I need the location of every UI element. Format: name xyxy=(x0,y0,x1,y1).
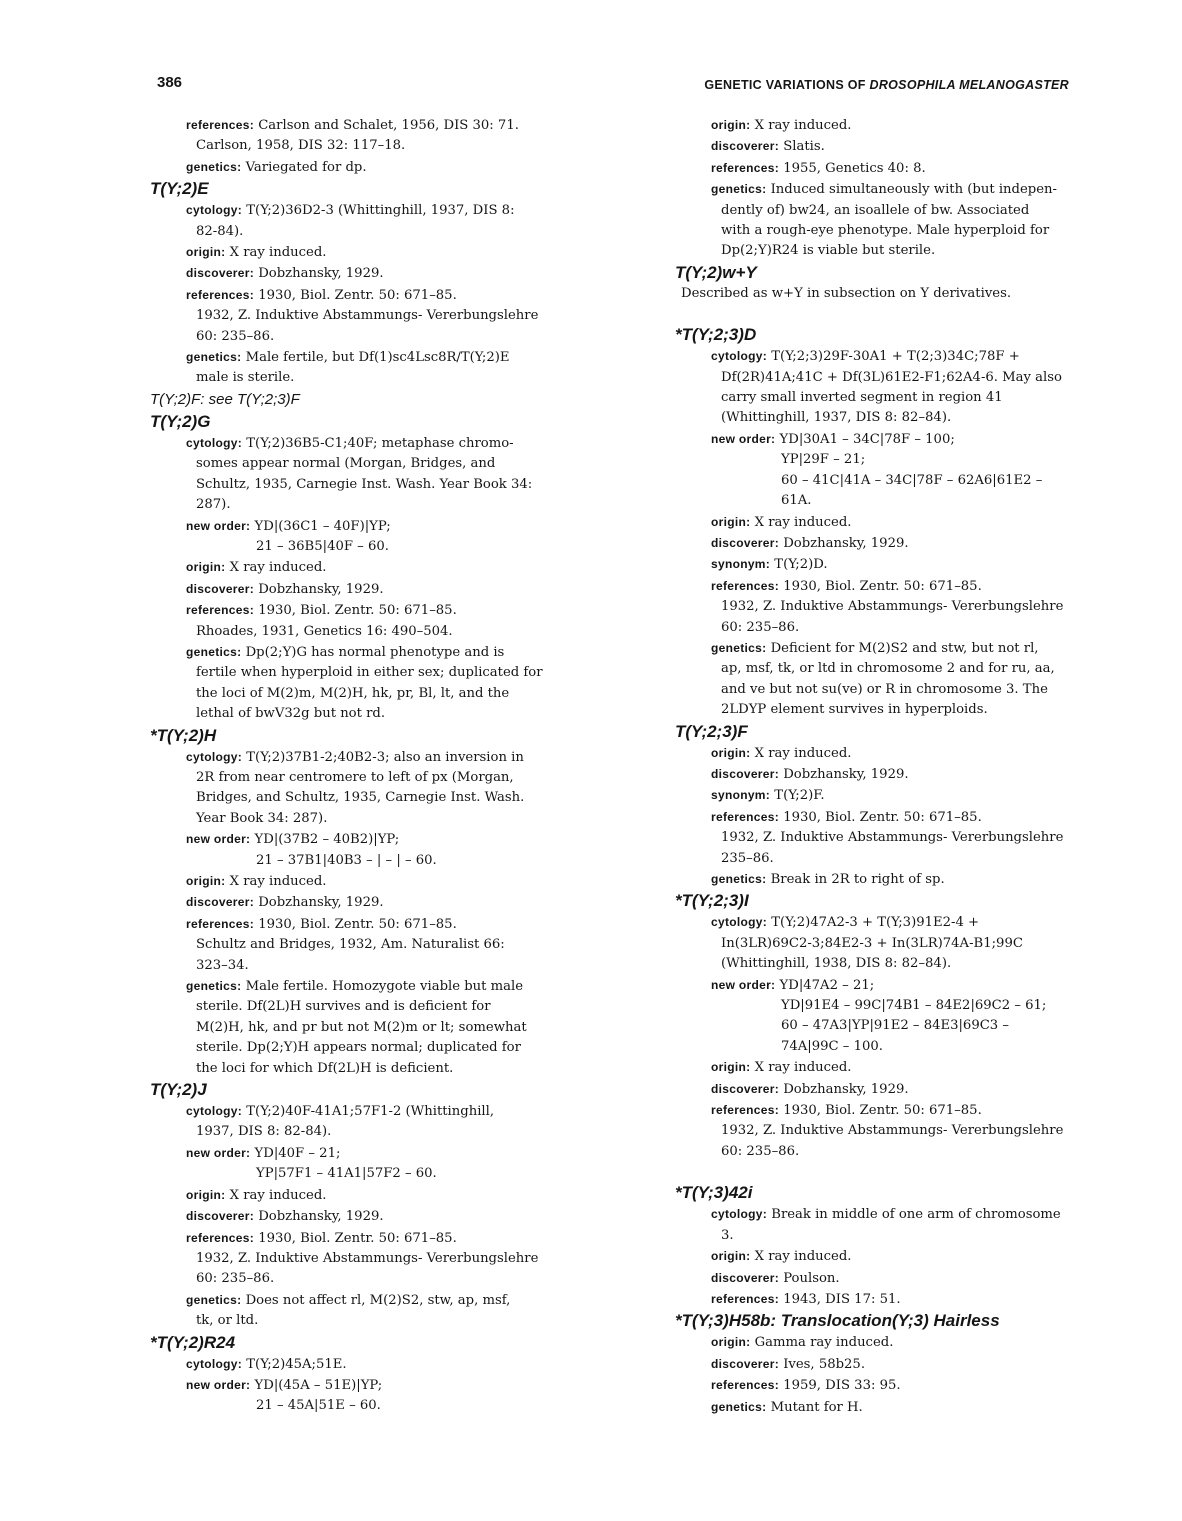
entry-title: *T(Y;2)R24 xyxy=(150,1332,236,1352)
field-value: X ray induced. xyxy=(754,118,852,133)
field-value: 1930, Biol. Zentr. 50: 671–85. xyxy=(783,809,982,825)
field-value: 1930, Biol. Zentr. 50: 671–85. xyxy=(258,287,457,303)
field-label: genetics: xyxy=(711,182,767,197)
spacer xyxy=(675,1162,1085,1182)
field-value: Break in 2R to right of sp. xyxy=(770,872,945,887)
field-label: origin: xyxy=(711,745,751,760)
field-value: YD|(45A – 51E)|YP; xyxy=(254,1377,383,1393)
field-label: references: xyxy=(186,118,255,132)
field-value: Variegated for dp. xyxy=(245,159,367,175)
field-continuation: 1932, Z. Induktive Abstammungs- Vererbungslehre xyxy=(721,830,1064,846)
entry-title: T(Y;2)J xyxy=(150,1080,207,1100)
field-label: references: xyxy=(711,160,780,175)
field-value: X ray induced. xyxy=(754,514,852,530)
field-continuation: Carlson, 1958, DIS 32: 117–18. xyxy=(196,138,406,154)
field-line xyxy=(675,1057,1085,1078)
entry-title: T(Y;2)E xyxy=(150,179,209,199)
new-order-continuation: 74A|99C – 100. xyxy=(781,1038,883,1054)
field-value: 1943, DIS 17: 51. xyxy=(783,1291,901,1307)
field-line xyxy=(675,1332,1085,1353)
field-value: X ray induced. xyxy=(229,245,327,261)
field-label: cytology: xyxy=(186,203,243,218)
field-continuation: male is sterile. xyxy=(196,370,295,386)
field-label: cytology: xyxy=(711,349,768,364)
field-continuation: Year Book 34: 287). xyxy=(196,810,328,826)
new-order-continuation: YP|57F1 – 41A1|57F2 – 60. xyxy=(256,1166,437,1182)
field-value: Poulson. xyxy=(783,1270,840,1286)
field-line xyxy=(150,914,590,935)
field-label: cytology: xyxy=(711,1207,768,1222)
field-label: new order: xyxy=(186,1145,251,1160)
field-label: origin: xyxy=(711,1249,751,1264)
field-continuation: carry small inverted segment in region 41 xyxy=(721,390,1003,406)
field-continuation: 60: 235–86. xyxy=(721,619,800,635)
field-label: new order: xyxy=(711,431,776,446)
field-value: Male fertile, but Df(1)sc4Lsc8R/T(Y;2)E xyxy=(245,350,510,366)
field-line xyxy=(675,807,1085,828)
field-continuation: 2R from near centromere to left of px (Morgan, xyxy=(196,769,514,785)
field-value: 1955, Genetics 40: 8. xyxy=(783,160,926,176)
field-label: references: xyxy=(711,1291,780,1306)
field-line xyxy=(150,263,590,284)
field-continuation: 60: 235–86. xyxy=(721,1143,800,1159)
field-value: T(Y;2)36D2-3 (Whittinghill, 1937, DIS 8: xyxy=(246,203,515,219)
field-line xyxy=(150,285,590,306)
running-head xyxy=(704,78,1069,92)
field-value: 1930, Biol. Zentr. 50: 671–85. xyxy=(783,578,982,594)
field-line xyxy=(150,1375,590,1396)
field-value: 1930, Biol. Zentr. 50: 671–85. xyxy=(258,603,457,619)
field-continuation: 3. xyxy=(721,1227,734,1243)
field-label: origin: xyxy=(186,874,226,888)
right-column xyxy=(675,115,1085,1418)
field-value: Gamma ray induced. xyxy=(754,1335,894,1351)
field-continuation: 1932, Z. Induktive Abstammungs- Vererbungslehre xyxy=(721,1123,1064,1139)
field-value: Dobzhansky, 1929. xyxy=(783,766,909,782)
field-label: origin: xyxy=(711,118,751,132)
field-line xyxy=(150,579,590,600)
field-value: Dobzhansky, 1929. xyxy=(258,1209,384,1225)
new-order-continuation: YD|91E4 – 99C|74B1 – 84E2|69C2 – 61; xyxy=(781,998,1047,1014)
field-line xyxy=(675,346,1085,367)
field-line xyxy=(150,557,590,578)
field-continuation: somes appear normal (Morgan, Bridges, and xyxy=(196,456,496,472)
field-value: YD|(37B2 – 40B2)|YP; xyxy=(254,832,400,848)
field-line xyxy=(675,1354,1085,1375)
field-continuation: 235–86. xyxy=(721,850,774,866)
field-value: T(Y;2)D. xyxy=(774,557,828,573)
field-line xyxy=(150,600,590,621)
entry-cross-reference: T(Y;2)F: see T(Y;2;3)F xyxy=(150,390,300,408)
entry-title: T(Y;2;3)F xyxy=(675,721,748,741)
new-order-continuation: 21 – 45A|51E – 60. xyxy=(256,1398,381,1414)
field-line xyxy=(675,975,1085,996)
field-line xyxy=(675,1100,1085,1121)
field-label: references: xyxy=(186,603,255,618)
field-label: genetics: xyxy=(186,979,242,994)
entry-title: *T(Y;2;3)D xyxy=(675,325,757,345)
field-label: discoverer: xyxy=(186,895,254,910)
field-value: Dobzhansky, 1929. xyxy=(258,581,384,597)
field-label: references: xyxy=(711,809,780,824)
field-label: origin: xyxy=(186,245,226,260)
field-line xyxy=(150,115,590,136)
field-line xyxy=(675,764,1085,785)
field-label: synonym: xyxy=(711,788,771,803)
field-line xyxy=(675,179,1085,200)
field-value: YD|47A2 – 21; xyxy=(779,977,875,993)
field-line xyxy=(675,743,1085,764)
field-continuation: Rhoades, 1931, Genetics 16: 490–504. xyxy=(196,623,453,639)
field-label: discoverer: xyxy=(711,1270,779,1285)
field-value: X ray induced. xyxy=(754,745,852,761)
field-value: 1959, DIS 33: 95. xyxy=(783,1378,901,1394)
field-line xyxy=(150,157,590,178)
field-line xyxy=(150,1354,590,1375)
field-line xyxy=(675,638,1085,659)
field-value: 1930, Biol. Zentr. 50: 671–85. xyxy=(258,1230,457,1246)
field-value: Mutant for H. xyxy=(770,1399,863,1415)
field-line xyxy=(675,1268,1085,1289)
field-continuation: dently of) bw24, an isoallele of bw. Associated xyxy=(721,202,1030,218)
field-label: genetics: xyxy=(186,159,242,174)
field-value: T(Y;2)36B5-C1;40F; metaphase chromo- xyxy=(246,435,514,451)
field-continuation: 323–34. xyxy=(196,957,249,973)
field-continuation: 1932, Z. Induktive Abstammungs- Vererbungslehre xyxy=(196,1250,539,1266)
field-value: YD|40F – 21; xyxy=(254,1145,341,1161)
field-value: T(Y;2)F. xyxy=(774,788,825,804)
field-label: cytology: xyxy=(186,435,243,450)
field-continuation: (Whittinghill, 1938, DIS 8: 82–84). xyxy=(721,956,952,972)
field-continuation: lethal of bwV32g but not rd. xyxy=(196,706,386,722)
field-value: X ray induced. xyxy=(229,874,327,889)
field-continuation: 60: 235–86. xyxy=(196,1271,275,1287)
field-continuation: sterile. Df(2L)H survives and is deficient for xyxy=(196,999,491,1015)
field-label: origin: xyxy=(711,514,751,529)
field-value: T(Y;2)40F-41A1;57F1-2 (Whittinghill, xyxy=(246,1104,495,1120)
field-line xyxy=(150,1143,590,1164)
field-label: genetics: xyxy=(711,640,767,655)
running-head-species: DROSOPHILA MELANOGASTER xyxy=(869,78,1069,92)
field-label: synonym: xyxy=(711,557,771,572)
field-line xyxy=(150,976,590,997)
field-line xyxy=(675,1375,1085,1396)
field-label: references: xyxy=(186,916,255,931)
field-value: T(Y;2)47A2-3 + T(Y;3)91E2-4 + xyxy=(771,915,980,931)
field-label: cytology: xyxy=(186,1104,243,1119)
field-value: Ives, 58b25. xyxy=(783,1356,866,1372)
field-label: origin: xyxy=(711,1060,751,1075)
field-line xyxy=(675,1289,1085,1310)
field-value: Dp(2;Y)G has normal phenotype and is xyxy=(245,644,505,660)
field-label: genetics: xyxy=(186,350,242,365)
field-line xyxy=(675,869,1085,890)
field-line xyxy=(150,892,590,913)
field-continuation: with a rough-eye phenotype. Male hyperploid for xyxy=(721,223,1050,239)
field-line xyxy=(150,347,590,368)
field-continuation: 1932, Z. Induktive Abstammungs- Vererbungslehre xyxy=(721,599,1064,615)
field-continuation: Schultz and Bridges, 1932, Am. Naturalist 66: xyxy=(196,937,505,953)
field-label: discoverer: xyxy=(711,1081,779,1096)
field-line xyxy=(675,554,1085,575)
new-order-continuation: 21 – 37B1|40B3 – | – | – 60. xyxy=(256,852,437,868)
field-continuation: ap, msf, tk, or ltd in chromosome 2 and for ru, aa, xyxy=(721,661,1055,677)
field-continuation: 1932, Z. Induktive Abstammungs- Vererbungslehre xyxy=(196,308,539,324)
field-continuation: Dp(2;Y)R24 is viable but sterile. xyxy=(721,243,936,259)
field-continuation: 287). xyxy=(196,497,231,513)
field-line xyxy=(675,429,1085,450)
field-line xyxy=(150,1228,590,1249)
page-number: 386 xyxy=(157,74,183,91)
field-value: X ray induced. xyxy=(229,1187,327,1203)
field-value: T(Y;2)37B1-2;40B2-3; also an inversion in xyxy=(246,749,524,765)
field-line xyxy=(675,912,1085,933)
field-line xyxy=(150,433,590,454)
entry-title: T(Y;2)w+Y xyxy=(675,262,757,282)
field-label: discoverer: xyxy=(186,581,254,596)
field-line xyxy=(150,1290,590,1311)
field-label: references: xyxy=(711,1378,780,1393)
field-label: references: xyxy=(711,578,780,593)
field-continuation: 1937, DIS 8: 82-84). xyxy=(196,1124,332,1140)
running-head-prefix: GENETIC VARIATIONS OF xyxy=(704,78,870,92)
field-label: genetics: xyxy=(186,1292,242,1307)
field-label: new order: xyxy=(186,518,251,533)
field-line xyxy=(150,516,590,537)
field-continuation: Df(2R)41A;41C + Df(3L)61E2-F1;62A4-6. May also xyxy=(721,369,1062,385)
field-line xyxy=(150,1206,590,1227)
field-line xyxy=(675,785,1085,806)
field-label: references: xyxy=(186,1230,255,1245)
field-label: discoverer: xyxy=(711,766,779,781)
field-label: discoverer: xyxy=(711,1356,779,1371)
field-label: origin: xyxy=(711,1335,751,1350)
field-value: Carlson and Schalet, 1956, DIS 30: 71. xyxy=(258,118,519,133)
field-continuation: 82-84). xyxy=(196,223,244,239)
field-value: Dobzhansky, 1929. xyxy=(258,895,384,911)
field-continuation: M(2)H, hk, and pr but not M(2)m or lt; somewhat xyxy=(196,1019,527,1035)
field-value: Deficient for M(2)S2 and stw, but not rl, xyxy=(770,640,1039,656)
field-label: origin: xyxy=(186,560,226,575)
field-line xyxy=(675,533,1085,554)
left-column xyxy=(150,115,590,1417)
field-label: cytology: xyxy=(711,915,768,930)
field-value: Male fertile. Homozygote viable but male xyxy=(245,979,524,995)
field-value: X ray induced. xyxy=(229,560,327,576)
field-label: origin: xyxy=(186,1187,226,1202)
field-continuation: the loci of M(2)m, M(2)H, hk, pr, Bl, lt, and the xyxy=(196,685,510,701)
field-continuation: Schultz, 1935, Carnegie Inst. Wash. Year Book 34: xyxy=(196,476,533,492)
field-line xyxy=(675,158,1085,179)
field-line xyxy=(150,1101,590,1122)
field-line xyxy=(675,136,1085,157)
field-line xyxy=(150,200,590,221)
field-value: Slatis. xyxy=(783,139,825,155)
field-value: Dobzhansky, 1929. xyxy=(258,266,384,282)
field-value: X ray induced. xyxy=(754,1249,852,1265)
field-line xyxy=(150,242,590,263)
field-line xyxy=(150,829,590,850)
field-value: YD|30A1 – 34C|78F – 100; xyxy=(779,431,955,447)
entry-description: Described as w+Y in subsection on Y derivatives. xyxy=(681,285,1012,301)
field-label: new order: xyxy=(186,1377,251,1392)
field-label: cytology: xyxy=(186,749,243,764)
field-value: YD|(36C1 – 40F)|YP; xyxy=(254,518,391,534)
field-continuation: fertile when hyperploid in either sex; duplicated for xyxy=(196,665,543,681)
new-order-continuation: 61A. xyxy=(781,493,812,509)
entry-title: T(Y;2)G xyxy=(150,411,211,431)
field-value: Does not affect rl, M(2)S2, stw, ap, msf, xyxy=(245,1292,511,1308)
field-continuation: Bridges, and Schultz, 1935, Carnegie Inst. Wash. xyxy=(196,790,525,806)
field-line xyxy=(150,871,590,892)
field-value: Dobzhansky, 1929. xyxy=(783,535,909,551)
field-label: new order: xyxy=(186,832,251,847)
field-line xyxy=(150,1185,590,1206)
field-label: discoverer: xyxy=(711,139,779,154)
field-value: 1930, Biol. Zentr. 50: 671–85. xyxy=(258,916,457,932)
field-continuation: tk, or ltd. xyxy=(196,1313,259,1329)
field-value: Induced simultaneously with (but indepen- xyxy=(770,182,1057,198)
field-line xyxy=(675,576,1085,597)
field-label: discoverer: xyxy=(186,1209,254,1224)
field-line xyxy=(675,512,1085,533)
entry-title: *T(Y;2)H xyxy=(150,725,217,745)
field-value: Break in middle of one arm of chromosome xyxy=(771,1207,1061,1223)
field-label: discoverer: xyxy=(186,266,254,281)
field-value: T(Y;2;3)29F-30A1 + T(2;3)34C;78F + xyxy=(771,349,1020,365)
entry-title: *T(Y;2;3)I xyxy=(675,891,749,911)
field-label: discoverer: xyxy=(711,535,779,550)
field-label: cytology: xyxy=(186,1356,243,1371)
field-value: T(Y;2)45A;51E. xyxy=(246,1356,347,1372)
new-order-continuation: 60 – 41C|41A – 34C|78F – 62A6|61E2 – xyxy=(781,472,1043,488)
field-continuation: the loci for which Df(2L)H is deficient. xyxy=(196,1060,454,1076)
field-value: 1930, Biol. Zentr. 50: 671–85. xyxy=(783,1103,982,1119)
spacer xyxy=(675,304,1085,324)
entry-title: *T(Y;3)H58b: Translocation(Y;3) Hairless xyxy=(675,1311,1000,1331)
entry-title: *T(Y;3)42i xyxy=(675,1183,753,1203)
new-order-continuation: 21 – 36B5|40F – 60. xyxy=(256,538,389,554)
field-label: genetics: xyxy=(711,872,767,886)
field-line xyxy=(150,747,590,768)
field-label: genetics: xyxy=(711,1399,767,1414)
field-line xyxy=(675,1204,1085,1225)
new-order-continuation: 60 – 47A3|YP|91E2 – 84E3|69C3 – xyxy=(781,1018,1009,1034)
field-continuation: In(3LR)69C2-3;84E2-3 + In(3LR)74A-B1;99C xyxy=(721,935,1023,951)
field-continuation: and ve but not su(ve) or R in chromosome 3. The xyxy=(721,681,1048,697)
field-continuation: 2LDYP element survives in hyperploids. xyxy=(721,702,988,718)
field-line xyxy=(675,1079,1085,1100)
new-order-continuation: YP|29F – 21; xyxy=(781,452,866,468)
field-continuation: (Whittinghill, 1937, DIS 8: 82–84). xyxy=(721,410,952,426)
field-value: Dobzhansky, 1929. xyxy=(783,1081,909,1097)
field-line xyxy=(675,115,1085,136)
field-continuation: sterile. Dp(2;Y)H appears normal; duplicated for xyxy=(196,1040,521,1056)
field-label: new order: xyxy=(711,977,776,992)
field-label: genetics: xyxy=(186,644,242,659)
field-line xyxy=(675,1246,1085,1267)
field-label: references: xyxy=(186,287,255,302)
field-value: X ray induced. xyxy=(754,1060,852,1076)
field-line xyxy=(150,642,590,663)
field-continuation: 60: 235–86. xyxy=(196,328,275,344)
field-label: references: xyxy=(711,1103,780,1118)
field-line xyxy=(675,1397,1085,1418)
